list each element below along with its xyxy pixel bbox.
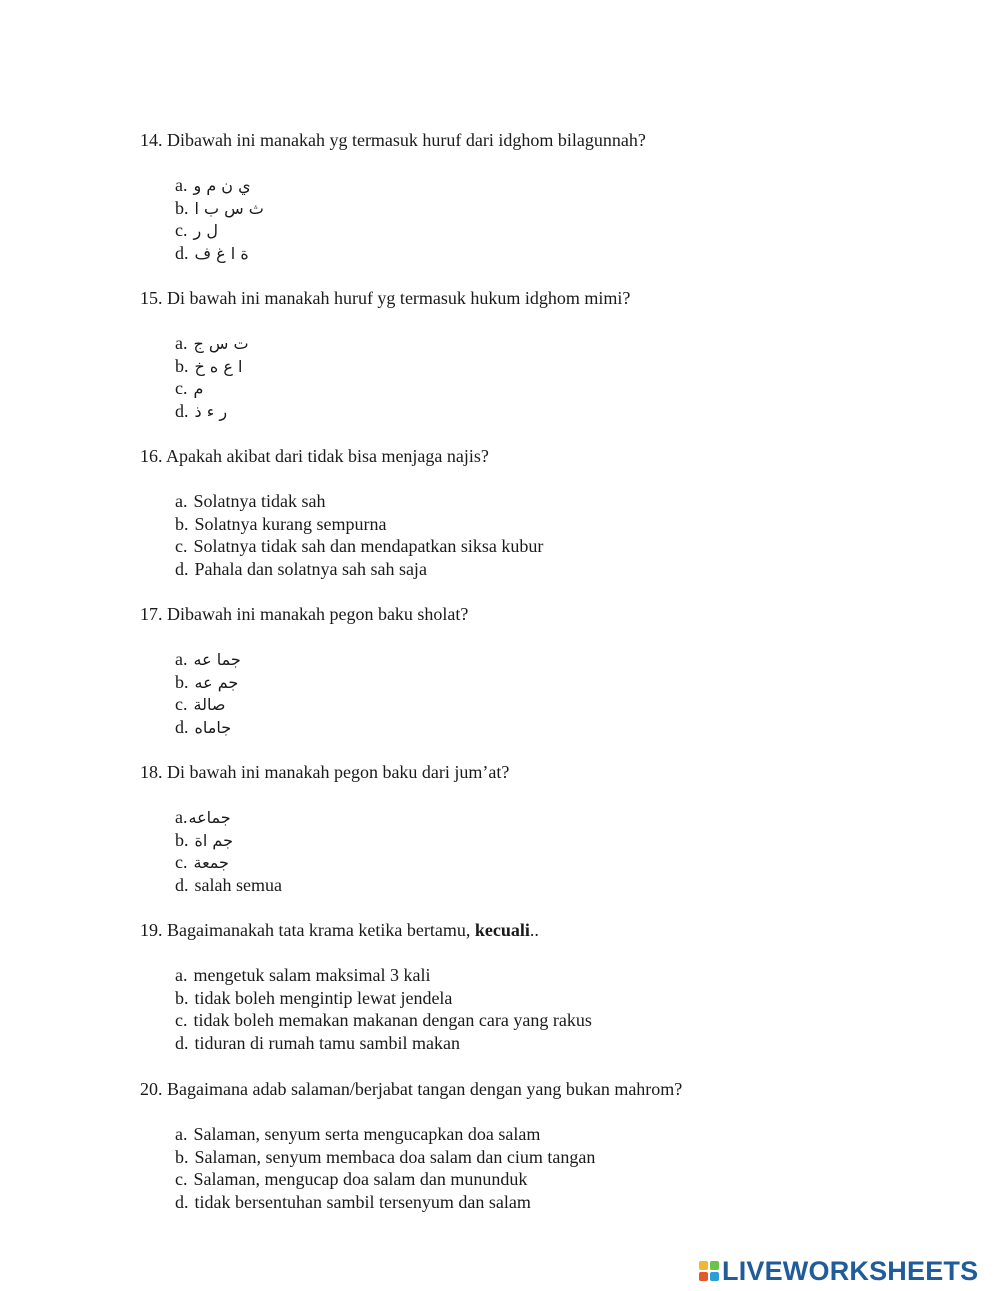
option-d[interactable] xyxy=(175,874,940,897)
option-list xyxy=(175,174,940,264)
option-text: ا ع ه خ xyxy=(194,356,243,376)
question-20 xyxy=(140,1078,940,1213)
option-text: tidak bersentuhan sambil tersenyum dan salam xyxy=(194,1191,531,1212)
question-number: 18. xyxy=(140,762,163,782)
option-c[interactable] xyxy=(175,693,940,716)
option-a[interactable] xyxy=(175,964,940,987)
option-c[interactable] xyxy=(175,1009,940,1032)
question-19 xyxy=(140,919,940,1054)
option-letter: c. xyxy=(175,1010,188,1030)
option-text: tiduran di rumah tamu sambil makan xyxy=(194,1032,460,1053)
liveworksheets-logo xyxy=(699,1256,978,1286)
option-list xyxy=(175,964,940,1054)
option-letter: d. xyxy=(175,242,189,263)
question-text: Bagaimanakah tata krama ketika bertamu, xyxy=(167,920,471,940)
option-letter: b. xyxy=(175,355,189,376)
question-text: Dibawah ini manakah pegon baku sholat? xyxy=(167,604,469,624)
option-b[interactable] xyxy=(175,987,940,1010)
option-d[interactable] xyxy=(175,400,940,423)
option-letter: a. xyxy=(175,1124,188,1144)
question-text: Bagaimana adab salaman/berjabat tangan dengan yang bukan mahrom? xyxy=(167,1079,683,1099)
option-letter: b. xyxy=(175,513,189,534)
option-text: جماعه xyxy=(188,808,231,827)
option-letter: c. xyxy=(175,378,188,398)
logo-mark-tile xyxy=(710,1261,719,1270)
option-list xyxy=(175,1123,940,1213)
option-a[interactable] xyxy=(175,332,940,355)
option-list xyxy=(175,332,940,422)
option-d[interactable] xyxy=(175,1032,940,1055)
option-a[interactable] xyxy=(175,806,940,829)
option-letter: d. xyxy=(175,1032,189,1053)
option-text: salah semua xyxy=(194,874,282,895)
option-letter: d. xyxy=(175,716,189,737)
question-suffix: .. xyxy=(529,920,539,940)
option-a[interactable] xyxy=(175,1123,940,1146)
question-title xyxy=(140,1078,940,1100)
option-d[interactable] xyxy=(175,242,940,265)
logo-mark-tile xyxy=(710,1272,719,1281)
option-text: جاماه xyxy=(194,717,232,737)
option-a[interactable] xyxy=(175,174,940,197)
question-title xyxy=(140,129,940,151)
option-text: جما عه xyxy=(193,650,241,669)
question-emphasis: kecuali xyxy=(474,920,530,940)
option-text: ر ء ذ xyxy=(194,401,228,421)
question-title xyxy=(140,445,940,467)
question-title xyxy=(140,761,940,783)
option-list xyxy=(175,806,940,896)
option-letter: d. xyxy=(175,400,189,421)
question-number: 17. xyxy=(140,604,163,624)
option-letter: b. xyxy=(175,829,189,850)
option-b[interactable] xyxy=(175,671,940,694)
option-text: جمعة xyxy=(193,853,229,872)
option-letter: b. xyxy=(175,671,189,692)
option-letter: d. xyxy=(175,874,189,895)
option-letter: c. xyxy=(175,852,188,872)
option-letter: a. xyxy=(175,175,188,195)
option-letter: d. xyxy=(175,558,189,579)
question-number: 16. xyxy=(140,446,163,466)
question-18 xyxy=(140,761,940,896)
question-17 xyxy=(140,603,940,738)
option-letter: a. xyxy=(175,649,188,669)
option-c[interactable] xyxy=(175,219,940,242)
question-number: 19. xyxy=(140,920,163,940)
option-text: tidak boleh mengintip lewat jendela xyxy=(194,987,453,1008)
question-text: Di bawah ini manakah huruf yg termasuk hukum idghom mimi? xyxy=(167,288,631,308)
option-b[interactable] xyxy=(175,829,940,852)
question-title xyxy=(140,919,940,941)
logo-mark-tile xyxy=(699,1272,708,1281)
option-text: Salaman, senyum serta mengucapkan doa salam xyxy=(193,1124,541,1144)
option-letter: d. xyxy=(175,1191,189,1212)
option-list xyxy=(175,648,940,738)
option-d[interactable] xyxy=(175,558,940,581)
option-letter: a. xyxy=(175,965,188,985)
option-letter: b. xyxy=(175,1146,189,1167)
option-c[interactable] xyxy=(175,377,940,400)
option-text: ت س ج xyxy=(193,334,249,353)
option-c[interactable] xyxy=(175,1168,940,1191)
option-b[interactable] xyxy=(175,197,940,220)
question-text: Di bawah ini manakah pegon baku dari jum’at? xyxy=(167,762,510,782)
question-15 xyxy=(140,287,940,422)
option-text: Solatnya kurang sempurna xyxy=(194,513,387,534)
option-c[interactable] xyxy=(175,851,940,874)
option-letter: a. xyxy=(175,333,188,353)
option-text: Pahala dan solatnya sah sah saja xyxy=(194,558,427,579)
option-list xyxy=(175,490,940,580)
option-a[interactable] xyxy=(175,490,940,513)
option-text: صالة xyxy=(193,695,226,714)
option-text: tidak boleh memakan makanan dengan cara yang rakus xyxy=(193,1010,592,1030)
logo-mark-icon xyxy=(699,1261,719,1281)
option-letter: b. xyxy=(175,987,189,1008)
option-text: Solatnya tidak sah dan mendapatkan siksa kubur xyxy=(193,536,544,556)
option-d[interactable] xyxy=(175,1191,940,1214)
question-number: 20. xyxy=(140,1079,163,1099)
option-letter: c. xyxy=(175,536,188,556)
question-text: Dibawah ini manakah yg termasuk huruf dari idghom bilagunnah? xyxy=(167,130,646,150)
option-text: م xyxy=(193,379,204,398)
option-b[interactable] xyxy=(175,1146,940,1169)
option-letter: c. xyxy=(175,694,188,714)
option-text: mengetuk salam maksimal 3 kali xyxy=(193,965,431,985)
question-14 xyxy=(140,129,940,264)
question-title xyxy=(140,603,940,625)
question-text: Apakah akibat dari tidak bisa menjaga najis? xyxy=(166,446,489,466)
option-text: Salaman, mengucap doa salam dan mununduk xyxy=(193,1169,528,1189)
option-letter: c. xyxy=(175,220,188,240)
question-title xyxy=(140,287,940,309)
question-16 xyxy=(140,445,940,580)
option-text: Solatnya tidak sah xyxy=(193,491,326,511)
question-number: 14. xyxy=(140,130,163,150)
option-b[interactable] xyxy=(175,355,940,378)
option-letter: b. xyxy=(175,197,189,218)
option-c[interactable] xyxy=(175,535,940,558)
option-letter: c. xyxy=(175,1169,188,1189)
option-text: جم عه xyxy=(194,672,239,692)
option-b[interactable] xyxy=(175,513,940,536)
option-text: ة ا غ ف xyxy=(194,243,249,263)
logo-text: LIVEWORKSHEETS xyxy=(722,1256,979,1286)
option-d[interactable] xyxy=(175,716,940,739)
logo-mark-tile xyxy=(699,1261,708,1270)
option-text: جم اة xyxy=(194,830,233,850)
option-text: ل ر xyxy=(193,221,218,240)
option-letter: a. xyxy=(175,807,188,827)
option-a[interactable] xyxy=(175,648,940,671)
option-letter: a. xyxy=(175,491,188,511)
option-text: Salaman, senyum membaca doa salam dan cium tangan xyxy=(194,1146,596,1167)
option-text: ي ن م و xyxy=(193,176,251,195)
question-number: 15. xyxy=(140,288,163,308)
option-text: ث س ب ا xyxy=(194,198,264,218)
